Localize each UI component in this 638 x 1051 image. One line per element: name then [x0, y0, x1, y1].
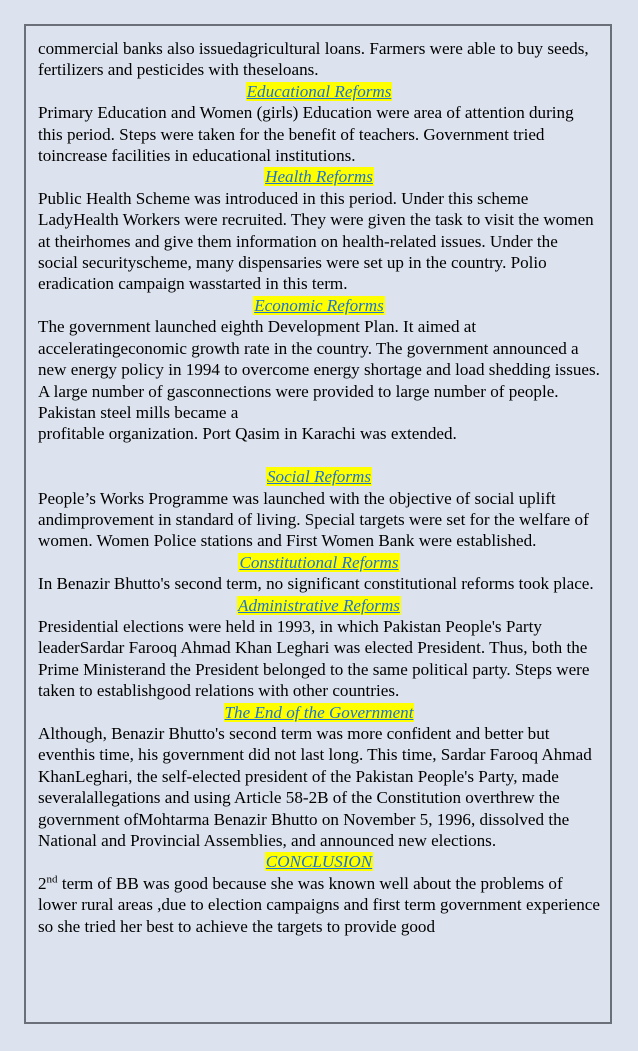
heading-text: The End of the Government: [224, 702, 414, 722]
health-reforms-heading: [38, 166, 600, 187]
educational-reforms-paragraph: Primary Education and Women (girls) Education were area of attention during this period. Steps were taken for the benefit of teachers. Government tried toincrease facilities in educational institutions.: [38, 103, 574, 166]
heading-text: Economic Reforms: [254, 295, 384, 315]
end-of-government-heading: [38, 702, 600, 723]
end-of-government-paragraph: Although, Benazir Bhutto's second term was more confident and better but eventhis time, his government did not last long. This time, Sardar Farooq Ahmad KhanLeghari, the self-elected president of the Pakistan People's Party, made severalallegations and using Article 58-2B of the Constitution overthrew the government ofMohtarma Benazir Bhutto on November 5, 1996, dissolved the National and Provincial Assemblies, and announced new elections.: [38, 723, 592, 851]
social-reforms-paragraph: People’s Works Programme was launched with the objective of social uplift andimprovement in standard of living. Special targets were set for the welfare of women. Women Police stations and First Women Bank were established.: [38, 488, 589, 551]
ordinal-number: 2: [38, 873, 47, 893]
heading-text: CONCLUSION: [265, 852, 373, 872]
economic-reforms-paragraph-end: profitable organization. Port Qasim in Karachi was extended.: [38, 424, 457, 444]
constitutional-reforms-paragraph: In Benazir Bhutto's second term, no significant constitutional reforms took place.: [38, 574, 594, 594]
administrative-reforms-paragraph: Presidential elections were held in 1993, in which Pakistan People's Party leaderSardar Farooq Ahmad Khan Leghari was elected President. Thus, both the Prime Ministerand the President belonged to the same political party. Steps were taken to establishgood relations with other countries.: [38, 616, 590, 701]
heading-text: Administrative Reforms: [238, 595, 400, 615]
heading-text: Health Reforms: [265, 167, 373, 187]
ordinal-suffix: nd: [46, 873, 58, 886]
heading-text: Educational Reforms: [246, 81, 392, 101]
document-body: [38, 38, 600, 937]
heading-text: Constitutional Reforms: [239, 552, 399, 572]
conclusion-paragraph: [38, 873, 600, 937]
constitutional-reforms-heading: [38, 552, 600, 573]
conclusion-heading: [38, 851, 600, 872]
health-reforms-paragraph: Public Health Scheme was introduced in this period. Under this scheme LadyHealth Workers were recruited. They were given the task to visit the women at theirhomes and give them information on health-related issues. Under the social securityscheme, many dispensaries were set up in the country. Polio eradication campaign wasstarted in this term.: [38, 188, 594, 294]
intro-paragraph: commercial banks also issuedagricultural loans. Farmers were able to buy seeds, fertilizers and pesticides with theseloans.: [38, 39, 589, 80]
administrative-reforms-heading: [38, 595, 600, 616]
heading-text: Social Reforms: [267, 467, 371, 487]
economic-reforms-heading: [38, 295, 600, 316]
economic-reforms-paragraph: The government launched eighth Development Plan. It aimed at acceleratingeconomic growth rate in the country. The government announced a new energy policy in 1994 to overcome energy shortage and load shedding issues. A large number of gasconnections were provided to large number of people. Pakistan steel mills became a: [38, 317, 600, 422]
conclusion-text: term of BB was good because she was known well about the problems of lower rural areas ,due to election campaigns and first term government experience so she tried her best to achieve the targets to provide good: [38, 873, 600, 936]
social-reforms-heading: [38, 466, 600, 487]
educational-reforms-heading: [38, 81, 600, 102]
